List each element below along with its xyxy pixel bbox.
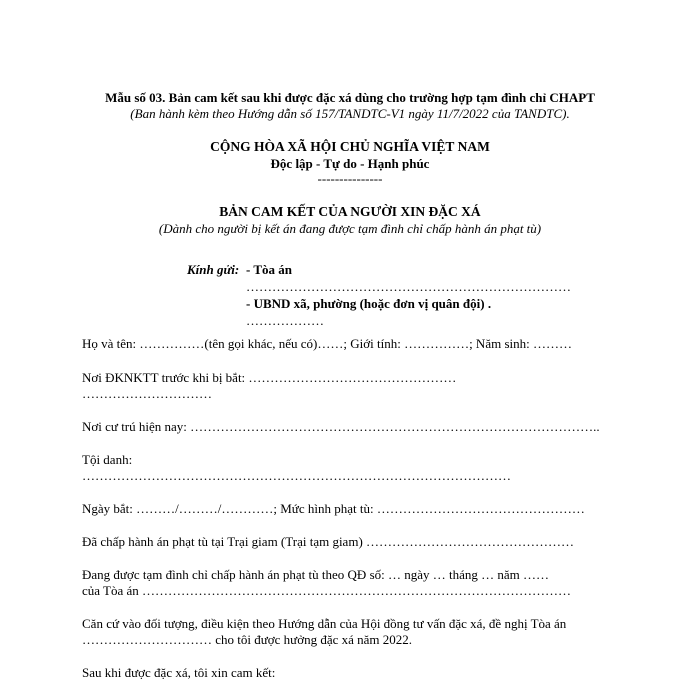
recipient-court-dots: ………………………………………………………………… bbox=[246, 279, 571, 294]
form-title: Mẫu số 03. Bản cam kết sau khi được đặc xá dùng cho trường hợp tạm đình chỉ CHAPT bbox=[105, 90, 595, 105]
document-subtitle: (Dành cho người bị kết án đang được tạm đình chỉ chấp hành án phạt tù) bbox=[158, 221, 542, 236]
recipient-commune-dots: ……………… bbox=[246, 313, 324, 328]
crime-label: Tội danh: bbox=[82, 452, 133, 467]
previous-residence-dots: ………………………… bbox=[82, 386, 212, 401]
national-motto: Độc lập - Tự do - Hạnh phúc bbox=[270, 156, 430, 171]
suspension-court-line: của Tòa án ……………………………………………………………………………………… bbox=[82, 583, 572, 598]
country-name: CỘNG HÒA XÃ HỘI CHỦ NGHĨA VIỆT NAM bbox=[210, 139, 490, 154]
recipient-label: Kính gửi: bbox=[187, 262, 240, 277]
document-title: BẢN CAM KẾT CỦA NGƯỜI XIN ĐẶC XÁ bbox=[219, 204, 481, 219]
recipient-court: - Tòa án bbox=[246, 262, 292, 277]
basis-line: Căn cứ vào đối tượng, điều kiện theo Hướng dẫn của Hội đồng tư vấn đặc xá, đề nghị Tòa án bbox=[82, 616, 567, 631]
commitment-intro: Sau khi được đặc xá, tôi xin cam kết: bbox=[82, 665, 276, 680]
previous-residence-line: Nơi ĐKNKTT trước khi bị bắt: ………………………………………… bbox=[82, 370, 457, 385]
crime-dots: ……………………………………………………………………………………… bbox=[82, 468, 511, 483]
arrest-line: Ngày bắt: ………/………/…………; Mức hình phạt tù: ………………………………………… bbox=[82, 501, 585, 516]
recipient-commune: - UBND xã, phường (hoặc đơn vị quân đội) . bbox=[246, 296, 492, 311]
suspension-line: Đang được tạm đình chỉ chấp hành án phạt tù theo QĐ số: … ngày … tháng … năm …… bbox=[82, 567, 550, 582]
basis-line-2: ………………………… cho tôi được hưởng đặc xá năm 2022. bbox=[82, 632, 413, 647]
name-field-line: Họ và tên: ……………(tên gọi khác, nếu có)……; Giới tính: ……………; Năm sinh: ……… bbox=[82, 336, 572, 351]
current-residence-line: Nơi cư trú hiện nay: ………………………………………………………………………………….. bbox=[82, 419, 600, 434]
motto-divider: --------------- bbox=[317, 171, 383, 186]
form-subtitle: (Ban hành kèm theo Hướng dẫn số 157/TANDTC-V1 ngày 11/7/2022 của TANDTC). bbox=[130, 106, 570, 121]
prison-line: Đã chấp hành án phạt tù tại Trại giam (Trại tạm giam) ………………………………………… bbox=[82, 534, 575, 549]
